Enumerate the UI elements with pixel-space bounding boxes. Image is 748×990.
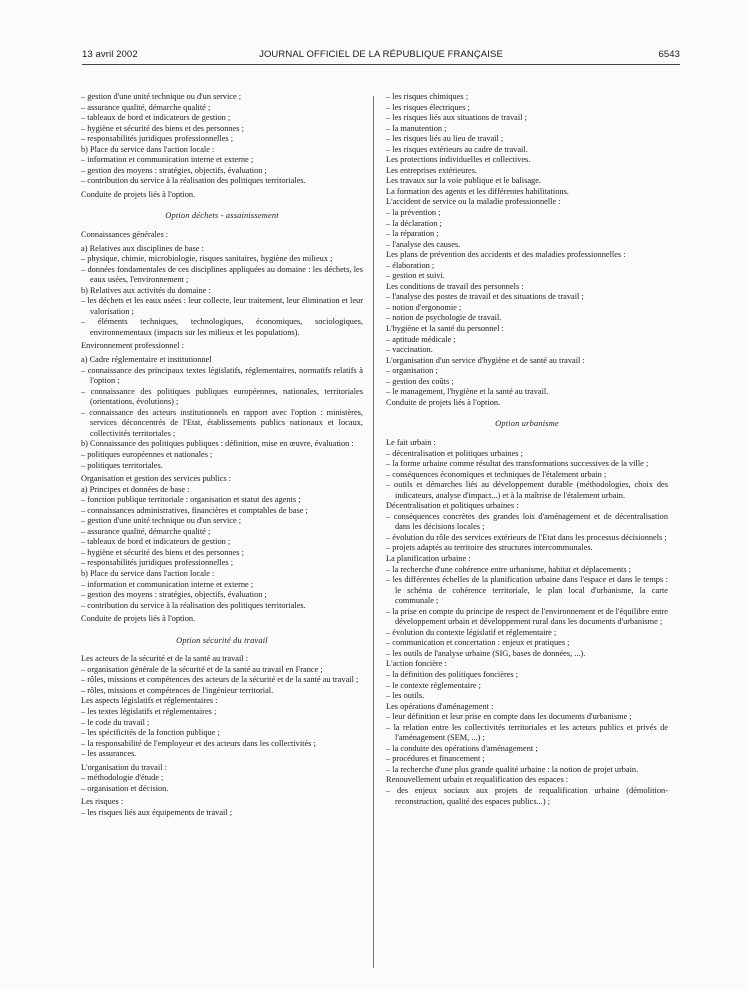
paragraph: L'organisation du travail :: [81, 762, 167, 772]
list-item: – connaissance des politiques publiques européennes, nationales, territoriales (orientations, évolutions) ;: [81, 386, 363, 407]
list-item: – responsabilités juridiques professionnelles ;: [81, 558, 234, 568]
column-divider: [373, 96, 374, 968]
paragraph: a) Relatives aux disciplines de base :: [81, 243, 204, 253]
paragraph: b) Place du service dans l'action locale :: [81, 568, 215, 578]
list-item: – décentralisation et politiques urbaines ;: [386, 448, 523, 458]
list-item: – la forme urbaine comme résultat des transformations successives de la ville ;: [386, 459, 649, 469]
section-heading: Option déchets - assainissement: [165, 211, 279, 221]
paragraph: L'hygiène et la santé du personnel :: [386, 324, 504, 334]
list-item: – la recherche d'une plus grande qualité urbaine : la notion de projet urbain.: [386, 764, 639, 774]
page-header: [82, 49, 680, 63]
paragraph: a) Cadre réglementaire et institutionnel: [81, 355, 212, 365]
paragraph: b) Relatives aux activités du domaine :: [81, 285, 211, 295]
list-item: – connaissance des acteurs institutionnels en rapport avec l'option : ministères, services déconcentrés de l'Etat, établissements publics nationaux et locaux, collectivités territoriales ;: [81, 407, 363, 438]
list-item: – notion d'ergonomie ;: [386, 302, 462, 312]
list-item: – les assurances.: [81, 749, 137, 759]
section-heading: Option urbanisme: [495, 419, 559, 429]
list-item: – politiques européennes et nationales ;: [81, 449, 213, 459]
list-item: – le code du travail ;: [81, 717, 150, 727]
paragraph: Les travaux sur la voie publique et le balisage.: [386, 176, 542, 186]
paragraph: b) Connaissance des politiques publiques : définition, mise en œuvre, évaluation :: [81, 439, 354, 449]
header-date: 13 avril 2002: [82, 49, 138, 60]
paragraph: Les risques :: [81, 797, 124, 807]
list-item: – la déclaration ;: [386, 218, 442, 228]
section-heading: Option sécurité du travail: [176, 635, 268, 645]
list-item: – aptitude médicale ;: [386, 334, 456, 344]
paragraph: L'action foncière :: [386, 659, 447, 669]
list-item: – données fondamentales de ces disciplines appliquées au domaine : les déchets, les eaux usées, l'environnement ;: [81, 264, 363, 285]
list-item: – rôles, missions et compétences de l'ingénieur territorial.: [81, 685, 274, 695]
paragraph: Conduite de projets liés à l'option.: [81, 189, 196, 199]
list-item: – élaboration ;: [386, 260, 435, 270]
list-item: – conséquences concrètes des grandes lois d'aménagement et de décentralisation dans les décisions locales ;: [386, 511, 668, 532]
list-item: – la manutention ;: [386, 123, 447, 133]
list-item: – gestion d'une unité technique ou d'un service ;: [81, 516, 242, 526]
list-item: – gestion et suivi.: [386, 271, 445, 281]
paragraph: Organisation et gestion des services publics :: [81, 474, 232, 484]
list-item: – les risques électriques ;: [386, 102, 470, 112]
paragraph: La planification urbaine :: [386, 553, 471, 563]
paragraph: Les conditions de travail des personnels :: [386, 281, 524, 291]
paragraph: Conduite de projets liés à l'option.: [386, 397, 501, 407]
list-item: – information et communication interne et externe ;: [81, 579, 254, 589]
paragraph: Connaissances générales :: [81, 230, 169, 240]
list-item: – gestion des coûts ;: [386, 376, 454, 386]
paragraph: Renouvellement urbain et requalification des espaces :: [386, 775, 569, 785]
paragraph: Les aspects législatifs et réglementaires :: [81, 696, 218, 706]
list-item: – procédures et financement ;: [386, 754, 485, 764]
list-item: – la prévention ;: [386, 208, 441, 218]
list-item: – connaissance des principaux textes législatifs, réglementaires, normatifs relatifs à l'option ;: [81, 365, 363, 386]
list-item: – le management, l'hygiène et la santé au travail.: [386, 387, 549, 397]
list-item: – évolution du rôle des services extérieurs de l'Etat dans les processus décisionnels ;: [386, 532, 667, 542]
list-item: – tableaux de bord et indicateurs de gestion ;: [81, 113, 231, 123]
header-rule: [82, 64, 680, 65]
list-item: – les risques liés au lieu de travail ;: [386, 134, 504, 144]
paragraph: Les plans de prévention des accidents et des maladies professionnelles :: [386, 250, 626, 260]
list-item: – la réparation ;: [386, 229, 439, 239]
list-item: – assurance qualité, démarche qualité ;: [81, 102, 211, 112]
list-item: – les textes législatifs et réglementaires ;: [81, 706, 217, 716]
list-item: – le contexte réglementaire ;: [386, 680, 481, 690]
list-item: – les outils.: [386, 691, 425, 701]
paragraph: Environnement professionnel :: [81, 341, 184, 351]
list-item: – vaccination.: [386, 345, 433, 355]
paragraph: Conduite de projets liés à l'option.: [81, 614, 196, 624]
right-column: [386, 92, 668, 807]
paragraph: Les opérations d'aménagement :: [386, 701, 494, 711]
page-number: 6543: [658, 49, 680, 60]
list-item: – la responsabilité de l'employeur et des acteurs dans les collectivités ;: [81, 738, 316, 748]
list-item: – communication et concertation : enjeux et pratiques ;: [386, 638, 570, 648]
list-item: – projets adaptés au territoire des structures intercommunales.: [386, 543, 593, 553]
list-item: – hygiène et sécurité des biens et des personnes ;: [81, 123, 244, 133]
list-item: – gestion d'une unité technique ou d'un service ;: [81, 92, 242, 101]
list-item: – leur définition et leur prise en compte dans les documents d'urbanisme ;: [386, 712, 632, 722]
list-item: – contribution du service à la réalisation des politiques territoriales.: [81, 600, 306, 610]
list-item: – les risques extérieurs au cadre de travail.: [386, 144, 528, 154]
list-item: – outils et démarches liés au développement durable (méthodologies, choix des indicateurs, analyse d'impact...) et à la maîtrise de l'étalement urbain.: [386, 480, 668, 500]
paragraph: Le fait urbain :: [386, 437, 436, 447]
list-item: – la définition des politiques foncières ;: [386, 669, 519, 679]
list-item: – les déchets et les eaux usées : leur collecte, leur traitement, leur élimination et leur valorisation ;: [81, 296, 363, 316]
list-item: – la recherche d'une cohérence entre urbanisme, habitat et déplacements ;: [386, 564, 631, 574]
list-item: – organisation ;: [386, 366, 438, 376]
paragraph: a) Principes et données de base :: [81, 484, 190, 494]
list-item: – politiques territoriales.: [81, 460, 163, 470]
paragraph: L'accident de service ou la maladie professionnelle :: [386, 197, 561, 207]
list-item: – les outils de l'analyse urbaine (SIG, bases de données, ...).: [386, 648, 586, 658]
list-item: – contribution du service à la réalisation des politiques territoriales.: [81, 176, 306, 186]
list-item: – l'analyse des postes de travail et des situations de travail ;: [386, 292, 584, 302]
list-item: – les différentes échelles de la planification urbaine dans l'espace et dans le temps : le schéma de cohérence territoriale, le plan local d'urbanisme, la carte communale ;: [386, 575, 668, 606]
paragraph: L'organisation d'un service d'hygiène et de santé au travail :: [386, 355, 585, 365]
list-item: – organisation générale de la sécurité et de la santé au travail en France ;: [81, 664, 323, 674]
list-item: – information et communication interne et externe ;: [81, 155, 254, 165]
list-item: – éléments techniques, technologiques, économiques, sociologiques, environnementaux (impacts sur les milieux et les populations).: [81, 317, 363, 337]
paragraph: Les protections individuelles et collectives.: [386, 155, 531, 165]
list-item: – l'analyse des causes.: [386, 239, 461, 249]
list-item: – tableaux de bord et indicateurs de gestion ;: [81, 537, 231, 547]
list-item: – la prise en compte du principe de respect de l'environnement et de l'équilibre entre développement urbain et développement rural dans les documents d'urbanisme ;: [386, 606, 668, 627]
list-item: – les spécificités de la fonction publique ;: [81, 728, 220, 738]
list-item: – les risques liés aux situations de travail ;: [386, 113, 527, 123]
list-item: – gestion des moyens : stratégies, objectifs, évaluation ;: [81, 590, 267, 600]
list-item: – les risques liés aux équipements de travail ;: [81, 807, 233, 817]
list-item: – évolution du contexte législatif et réglementaire ;: [386, 627, 557, 637]
list-item: – organisation et décision.: [81, 783, 169, 793]
list-item: – méthodologie d'étude ;: [81, 773, 164, 783]
list-item: – notion de psychologie de travail.: [386, 313, 502, 323]
left-column: [81, 92, 363, 818]
paragraph: La formation des agents et les différentes habilitations.: [386, 186, 569, 196]
paragraph: Les acteurs de la sécurité et de la santé au travail :: [81, 654, 249, 664]
list-item: – assurance qualité, démarche qualité ;: [81, 526, 211, 536]
list-item: – les risques chimiques ;: [386, 92, 469, 101]
paragraph: Décentralisation et politiques urbaines :: [386, 501, 519, 511]
list-item: – physique, chimie, microbiologie, risques sanitaires, hygiène des milieux ;: [81, 254, 333, 264]
journal-title: JOURNAL OFFICIEL DE LA RÉPUBLIQUE FRANÇAISE: [259, 49, 503, 60]
list-item: – gestion des moyens : stratégies, objectifs, évaluation ;: [81, 165, 267, 175]
list-item: – la relation entre les collectivités territoriales et les acteurs publics et privés de l'aménagement (SEM, ...) ;: [386, 722, 668, 743]
list-item: – hygiène et sécurité des biens et des personnes ;: [81, 547, 244, 557]
list-item: – fonction publique territoriale : organisation et statut des agents ;: [81, 495, 301, 505]
list-item: – connaissances administratives, financières et comptables de base ;: [81, 505, 308, 515]
list-item: – responsabilités juridiques professionnelles ;: [81, 134, 234, 144]
list-item: – conséquences économiques et techniques de l'étalement urbain ;: [386, 469, 607, 479]
list-item: – la conduite des opérations d'aménagement ;: [386, 743, 538, 753]
paragraph: Les entreprises extérieures.: [386, 165, 478, 175]
list-item: – rôles, missions et compétences des acteurs de la sécurité et de la santé au travail ;: [81, 675, 359, 685]
paragraph: b) Place du service dans l'action locale :: [81, 144, 215, 154]
list-item: – des enjeux sociaux aux projets de requalification urbaine (démolition-reconstruction, qualité des espaces publics...) ;: [386, 786, 668, 806]
